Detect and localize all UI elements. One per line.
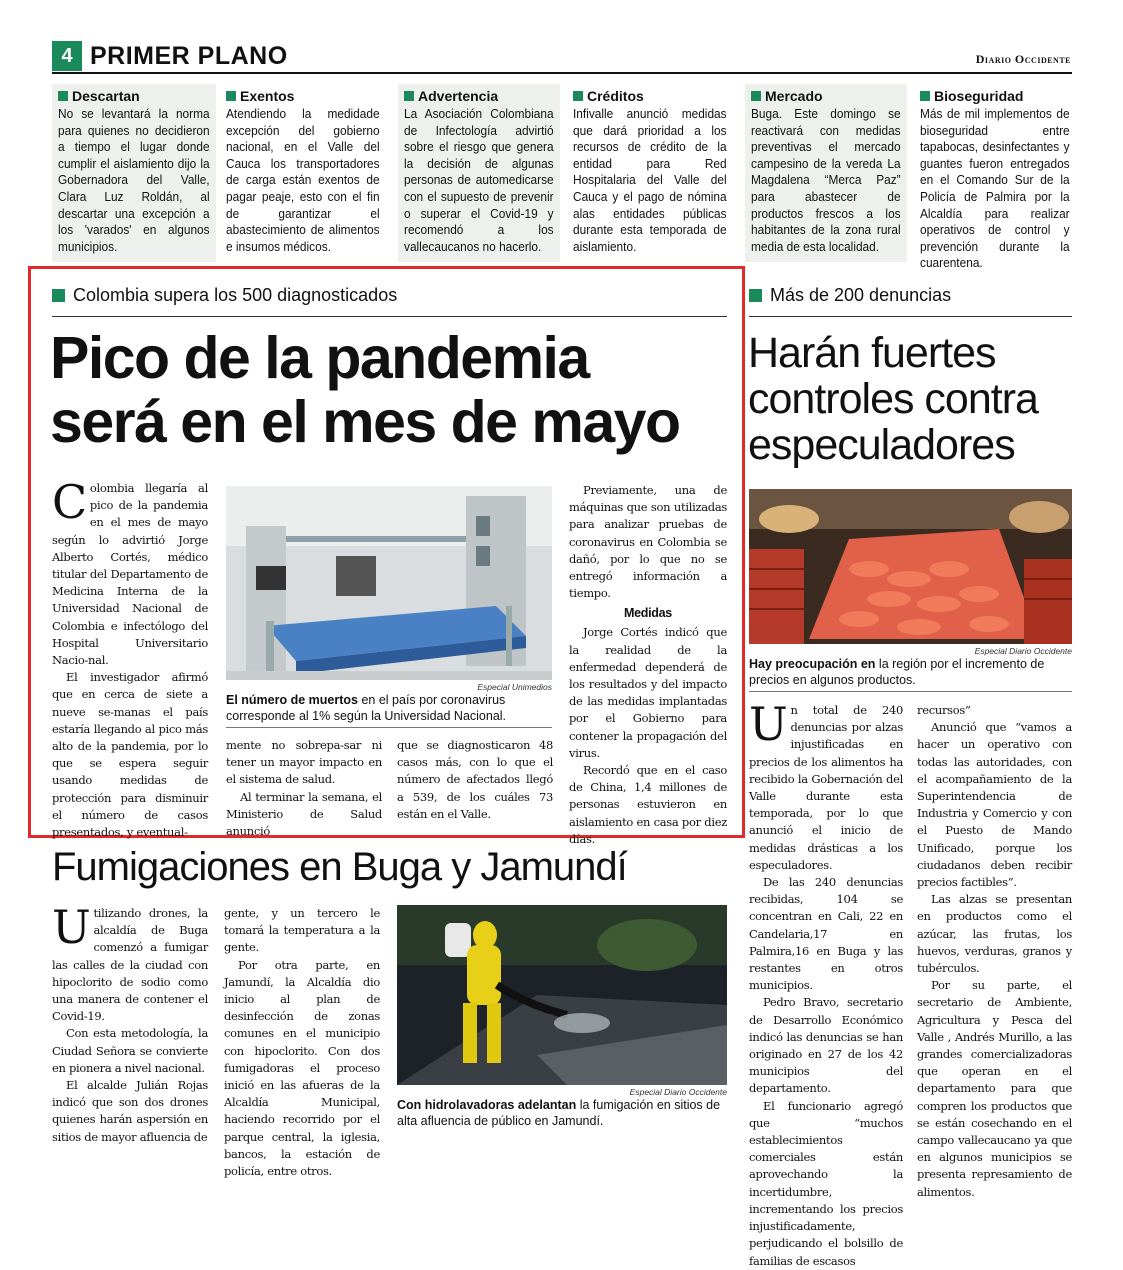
headline-line: será en el mes de mayo [50, 389, 680, 455]
main-kicker [52, 285, 397, 306]
paragraph: Pedro Bravo, secretario de Desarrollo Económico indicó las denuncias se han originado en 27 de los 42 municipios del departamento. [749, 995, 903, 1096]
hospital-photo [226, 486, 552, 680]
brief-title: Mercado [765, 88, 823, 104]
photo-caption [226, 692, 552, 724]
photo-credit: Especial Diario Occidente [629, 1087, 727, 1097]
drop-cap: U [52, 900, 91, 954]
page-number: 4 [52, 41, 82, 71]
paragraph: El investigador afirmó que en cerca de siete a nueve se-manas el país estaría llegando al pico más alto de la pandemia, por lo que se espera seguir usando medidas de protección para disminuir el número de casos presentados, y eventual- [52, 670, 208, 840]
bottom-col-1 [52, 900, 208, 1146]
square-bullet-icon [58, 91, 68, 101]
brief-title: Descartan [72, 88, 140, 104]
main-col-3 [397, 737, 553, 823]
paragraph: olombia llegaría al pico de la pandemia en el mes de mayo según lo advirtió Jorge Alberto Cortés, médico titular del Departamento de Medicina Interna de la Universidad Nacional de Colombia e infectólogo del Hospital Universitario Nacio-nal. [52, 481, 208, 668]
brief-title: Bioseguridad [934, 88, 1024, 104]
square-bullet-icon [573, 91, 583, 101]
paragraph: El funcionario agregó que “muchos establecimientos comerciales están aprovechando la incertidumbre, incrementando los precios injustificadamente, perjudicando el bolsillo de familias de escasos [749, 1098, 903, 1268]
paragraph: mente no sobrepa-sar ni tener un mayor impacto en el sistema de salud. [226, 738, 382, 787]
drop-cap: C [52, 475, 87, 529]
kicker-text: Colombia supera los 500 diagnosticados [73, 285, 398, 305]
caption-rule [226, 727, 552, 728]
photo-caption [397, 1097, 727, 1129]
photo-credit: Especial Diario Occidente [974, 646, 1072, 656]
brief-text: Buga. Este domingo se reactivará con medidas preventivas el mercado campesino de la vereda La Magdalena “Merca Paz” para abastecer de productos frescos a los habitantes de la zona rural media de esta localidad. [751, 107, 901, 254]
paragraph: De las 240 denuncias recibidas, 104 se concentran en Cali, 22 en Candelaria,17 en Palmira,16 en Buga y las restantes en otros municipios. [749, 875, 903, 993]
square-bullet-icon [920, 91, 930, 101]
paragraph: El alcalde Julián Rojas indicó que son dos drones quienes harán aspersión en sitios de mayor afluencia de [52, 1078, 208, 1144]
bottom-headline: Fumigaciones en Buga y Jamundí [52, 845, 627, 889]
header-rule [52, 72, 1072, 74]
brief-title: Créditos [587, 88, 644, 104]
newspaper-name: Diario Occidente [975, 52, 1071, 66]
market-photo [749, 489, 1072, 644]
caption-bold: Hay preocupación en [749, 657, 876, 671]
headline-line: Pico de la pandemia [50, 325, 589, 391]
subheading: Medidas [624, 606, 672, 621]
caption-text: la fumigación en sitios de alta afluencia de público en Jamundí. [397, 1098, 721, 1128]
kicker-text: Más de 200 denuncias [770, 285, 952, 305]
main-col-1 [52, 475, 208, 841]
caption-bold: El número de muertos [226, 693, 358, 707]
brief-creditos [567, 84, 733, 262]
right-headline [748, 330, 1038, 468]
paragraph: Las alzas se presentan en productos como el azúcar, las frutas, los huevos, verduras, granos y tubérculos. [917, 892, 1072, 976]
paragraph: Por otra parte, en Jamundí, la Alcaldía dio inicio al plan de desinfección de zonas comunes en el municipio con hipoclorito. Con dos fumigadoras el proceso inició en las afueras de la Alcaldía Municipal, haciendo recorrido por el parque central, la iglesia, bancos, la estación de policía, entre otros. [224, 957, 380, 1179]
paragraph: Previamente, una de máquinas que son utilizadas para analizar pruebas de coronavirus en Colombia se dañó, por lo que no se entregó información a tiempo. [569, 483, 727, 601]
fumigation-photo [397, 905, 727, 1085]
paragraph: Al terminar la semana, el Ministerio de Salud anunció [226, 789, 382, 839]
headline-line: Harán fuertes [748, 329, 996, 377]
paragraph: Por su parte, el secretario de Ambiente, Agricultura y Pesca del Valle , Andrés Murillo, a las grandes comercializadoras que operan en el departamento para que compren los productos que se están cosechando en el campo vallecaucano ya que en algunos municipios se presenta represamiento de alimentos. [917, 978, 1072, 1199]
caption-text: en el país por coronavirus corresponde al 1% según la Universidad Nacional. [226, 693, 507, 723]
right-col-1 [749, 697, 903, 1270]
brief-exentos [220, 84, 386, 262]
main-col-4 [569, 482, 727, 848]
main-headline [50, 326, 679, 454]
photo-credit: Especial Unimedios [477, 682, 552, 692]
paragraph: gente, y un tercero le tomará la temperatura a la gente. [224, 906, 380, 955]
square-bullet-icon [404, 91, 414, 101]
photo-caption [749, 656, 1072, 688]
caption-rule [749, 691, 1072, 692]
section-title: PRIMER PLANO [90, 42, 288, 70]
square-bullet-icon [749, 289, 762, 302]
paragraph: Con esta metodología, la Ciudad Señora se convierte en pionera a nivel nacional. [52, 1026, 208, 1075]
brief-descartan [52, 84, 216, 262]
paragraph: recursos” [917, 703, 971, 717]
main-col-2 [226, 737, 382, 840]
paragraph: Jorge Cortés indicó que la realidad de la enfermedad dependerá de los resultados y del impacto de las medidas implantadas por el Gobierno para contener la propagación del virus. [569, 625, 727, 760]
paragraph: n total de 240 denuncias por alzas injustificadas en precios de los alimentos ha recibido la Gobernación del Valle durante esta temporada, por lo que anunció el inicio de medidas drásticas a los especuladores. [749, 703, 903, 872]
paragraph: Recordó que en el caso de China, 1,4 millones de personas estuvieron en aislamiento en casa por diez días. [569, 763, 727, 846]
kicker-rule [52, 316, 727, 317]
brief-text: No se levantará la norma para quienes no decidieron a tiempo el lugar donde cumplir el aislamiento dijo la Gobernadora del Valle, Clara Luz Roldán, al descartar una excepción a los 'varados' en algunos municipios. [58, 107, 210, 254]
kicker-rule [749, 316, 1072, 317]
brief-advertencia [398, 84, 560, 262]
paragraph: tilizando drones, la alcaldía de Buga comenzó a fumigar las calles de la ciudad con hipoclorito de sodio como una manera de contener el Covid-19. [52, 906, 208, 1024]
headline-line: especuladores [748, 421, 1015, 469]
caption-text: la región por el incremento de precios en algunos productos. [749, 657, 1045, 687]
right-kicker [749, 285, 951, 306]
square-bullet-icon [52, 289, 65, 302]
right-col-2 [917, 702, 1072, 1201]
square-bullet-icon [226, 91, 236, 101]
caption-bold: Con hidrolavadoras adelantan [397, 1098, 577, 1112]
brief-text: Más de mil implementos de bioseguridad entre tapabocas, desinfectantes y guantes fueron entregados en el Comando Sur de la Policía de Palmira por la Alcaldía para realizar operativos de control y prevención durante la cuarentena. [920, 107, 1070, 271]
paragraph: que se diagnosticaron 48 casos más, con lo que el número de afectados llegó a 539, de los cuáles 73 están en el Valle. [397, 738, 553, 821]
drop-cap: U [749, 697, 788, 751]
bottom-col-2 [224, 905, 380, 1180]
brief-text: La Asociación Colombiana de Infectología advirtió sobre el riesgo que genera la decisión de algunas personas de automedicarse con el supuesto de prevenir o superar el Covid-19 y recomendó a los vallecaucanos no hacerlo. [404, 107, 554, 254]
headline-line: controles contra [748, 375, 1038, 423]
brief-title: Advertencia [418, 88, 499, 104]
square-bullet-icon [751, 91, 761, 101]
brief-text: Infivalle anunció medidas que dará prioridad a los recursos de crédito de la entidad para Red Hospitalaria del Valle del Cauca y el pago de nómina alas entidades públicas durante esta temporada de aislamiento. [573, 107, 727, 254]
brief-title: Exentos [240, 88, 295, 104]
paragraph: Anunció que “vamos a hacer un operativo con todas las autoridades, con el acompañamiento de la Superintendencia de Industria y Comercio y con el Puesto de Mando Unificado, porque los ciudadanos deben recibir precios factibles”. [917, 720, 1072, 890]
brief-bioseguridad [914, 84, 1076, 271]
brief-mercado [745, 84, 907, 262]
brief-text: Atendiendo la medidade excepción del gobierno nacional, en el Valle del Cauca los transportadores de carga están exentos de pagar peaje, esto con el fin de garantizar el abastecimiento de alimentos e insumos médicos. [226, 107, 380, 254]
